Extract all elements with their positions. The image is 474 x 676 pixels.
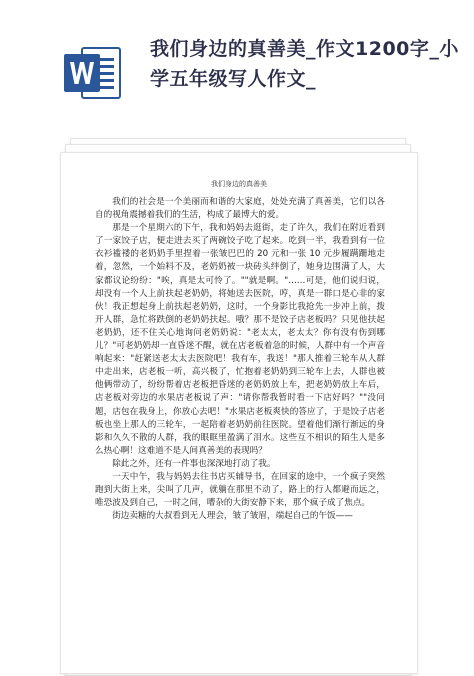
page-title: 我们身边的真善美_作文1200字_小学五年级写人作文_ [150, 38, 459, 90]
paragraph: 那是一个星期六的下午，我和妈妈去逛街，走了许久，我们在附近看到了一家饺子店，便走进去买了两碗饺子吃了起来。吃到一半，我看到有一位衣衫褴褛的老奶奶手里捏着一张皱巴巴的 20 元和一张 10 元步履蹒跚地走着，忽然，一个始料不及，老奶奶被一块砖头绊倒了，她身边围满了人，大家都议论纷纷："唉，真是太可怜了。""就是啊。"……可是，他们说归说，却没有一个人上前扶起老奶奶，将她送去医院，哼，真是一群口是心非的家伙！我正想起身上前扶起老奶奶，这时，一个身影比我抢先一步冲上前，拨开人群，急忙将跌倒的老奶奶扶起。哦？那不是饺子店老板吗？只见他扶起老奶奶，还不住关心地询问老奶奶说："老太太，老太太？你有没有伤到哪儿？"可老奶奶却一直昏迷不醒，就在店老板着急的时候，人群中有一个声音响起来："赶紧送老太太去医院吧！我有车，我送！"那人推着三轮车从人群中走出来，店老板一听，高兴极了，忙抱着老奶奶到三轮车上去，人群也被他俩带动了，纷纷帮着店老板把昏迷的老奶奶放上车，把老奶奶放上车后，店老板对旁边的水果店老板说了声："请你帮我暂时看一下店好吗？""没问题，店包在我身上，你放心去吧！"水果店老板爽快的答应了，于是饺子店老板也坐上那人的三轮车，一起陪着老奶奶前往医院。望着他们渐行渐远的身影和久久不散的人群，我的眼眶里盈满了泪水。这些互不相识的陌生人是多么热心啊！这难道不是人间真善美的表现吗？ [95, 223, 385, 456]
document-page [60, 152, 418, 674]
paragraph: 我们的社会是一个美丽而和谐的大家庭，处处充满了真善美，它们以各自的视角震撼着我们的生活，构成了最博大的爱。 [95, 197, 385, 221]
document-banner [0, 0, 474, 160]
word-document-icon [62, 42, 122, 104]
document-title: 我们身边的真善美 [211, 180, 267, 188]
paragraph: 除此之外，还有一件事也深深地打动了我。 [112, 458, 276, 469]
paragraph: 街边卖糖的大叔看到无人理会，皱了皱眉，端起自己的午饭—— [112, 511, 353, 522]
paragraph: 一天中午，我与妈妈去往书店买辅导书，在回家的途中，一个疯子突然跑到大街上来，尖叫了几声，就躺在那里不动了，路上的行人都避而远之，唯恐波及到自己，一时之间，嘈杂的大街安静下来，那个疯子成了焦点。 [95, 471, 385, 509]
document-body [95, 196, 385, 523]
document-preview[interactable] [60, 138, 418, 668]
